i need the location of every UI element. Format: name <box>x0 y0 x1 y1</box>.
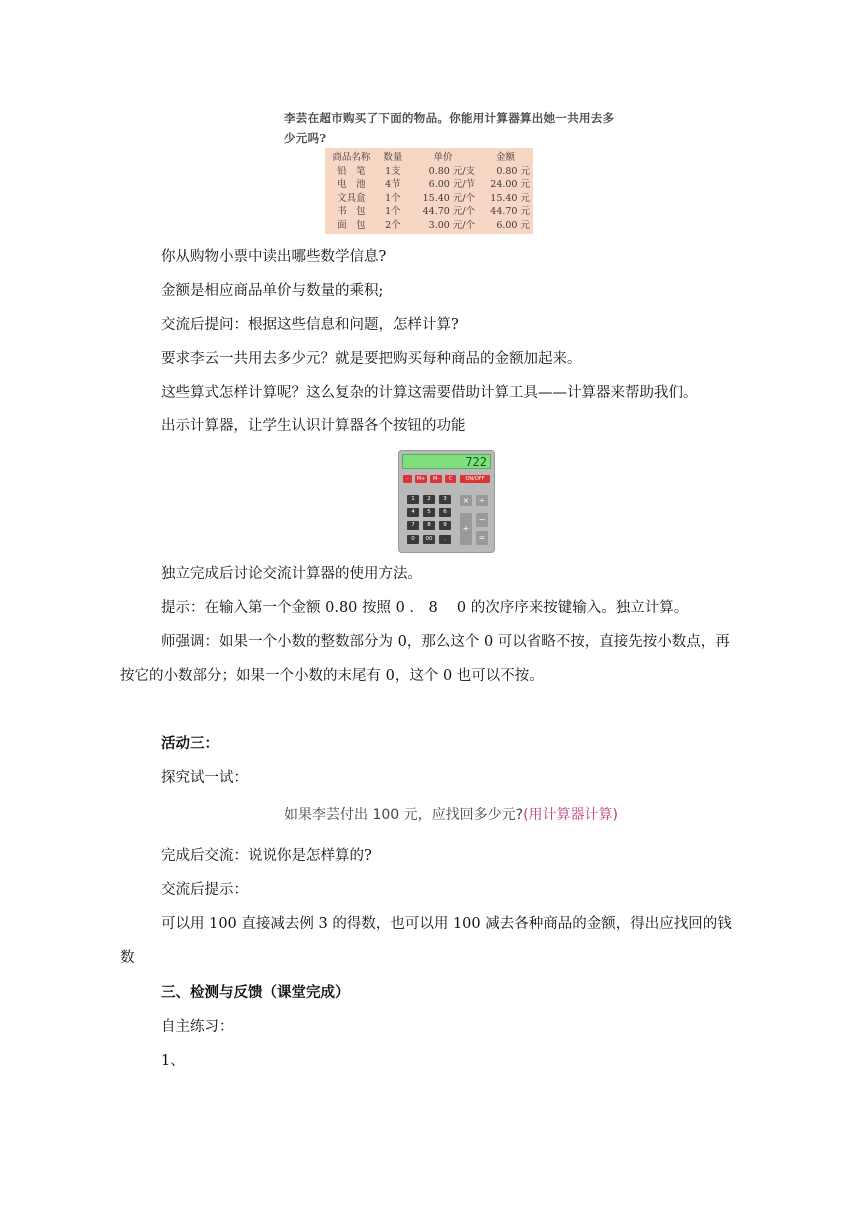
key-dot: . <box>439 535 451 544</box>
shopping-receipt <box>325 148 533 234</box>
item-amount: 6.00 元 <box>496 219 530 231</box>
calculator-display: 722 <box>402 454 491 469</box>
section-heading: 活动三： <box>161 735 219 752</box>
minus-key: - <box>403 475 412 483</box>
item-qty: 4节 <box>385 179 401 190</box>
item-qty: 1个 <box>385 192 401 204</box>
receipt-header: 单价 <box>433 152 453 163</box>
key-0: 0 <box>407 535 419 544</box>
item-qty: 2个 <box>385 219 401 231</box>
key-3: 3 <box>439 495 451 504</box>
key-8: 8 <box>423 521 435 530</box>
item-name: 书 包 <box>337 206 366 217</box>
receipt-header: 金额 <box>496 152 516 163</box>
plus-key: + <box>460 513 472 545</box>
mplus-key: M+ <box>416 476 426 482</box>
problem-banner <box>284 804 618 824</box>
item-name: 面 包 <box>337 219 366 231</box>
paragraph: 交流后提示： <box>161 882 248 898</box>
item-name: 铅 笔 <box>337 165 366 177</box>
paragraph: 交流后提问：根据这些信息和问题，怎样计算? <box>161 317 459 333</box>
paragraph: 探究试一试： <box>161 770 248 786</box>
paragraph: 金额是相应商品单价与数量的乘积; <box>161 283 384 299</box>
item-amount: 0.80 元 <box>496 165 530 177</box>
paragraph: 你从购物小票中读出哪些数学信息? <box>161 249 387 265</box>
table-row <box>325 165 533 179</box>
subtract-key: − <box>476 513 488 527</box>
item-qty: 1支 <box>385 165 401 177</box>
paragraph: 自主练习： <box>161 1019 234 1035</box>
paragraph: 独立完成后讨论交流计算器的使用方法。 <box>161 566 422 582</box>
table-row <box>325 205 533 219</box>
key-7: 7 <box>407 521 419 530</box>
key-5: 5 <box>423 508 435 517</box>
key-6: 6 <box>439 508 451 517</box>
paragraph: 这些算式怎样计算呢？这么复杂的计算这需要借助计算工具——计算器来帮助我们。 <box>161 385 698 401</box>
key-9: 9 <box>439 521 451 530</box>
calculator-image <box>398 450 495 553</box>
item-amount: 24.00 元 <box>490 179 530 190</box>
item-price: 0.80 元/支 <box>428 165 476 177</box>
mminus-key: M- <box>430 475 442 483</box>
table-row <box>325 192 533 206</box>
receipt-header: 数量 <box>383 152 403 163</box>
item-price: 6.00 元/节 <box>428 179 476 190</box>
paragraph: 完成后交流：说说你是怎样算的? <box>161 848 372 864</box>
item-amount: 15.40 元 <box>490 192 530 204</box>
problem-question: 李芸在超市购买了下面的物品。你能用计算器算出她一共用去多少元吗? <box>284 111 615 145</box>
table-row <box>325 219 533 233</box>
paragraph: 出示计算器，让学生认识计算器各个按钮的功能 <box>161 418 466 434</box>
table-row <box>325 178 533 192</box>
section-heading: 三、检测与反馈（课堂完成） <box>161 984 350 1001</box>
receipt-header: 商品名称 <box>332 152 371 163</box>
banner-text: 如果李芸付出 100 元，应找回多少元? <box>284 807 524 823</box>
key-4: 4 <box>407 508 419 517</box>
item-name: 文具盒 <box>337 192 366 204</box>
clear-key: C <box>445 475 456 483</box>
item-qty: 1个 <box>385 206 401 217</box>
item-amount: 44.70 元 <box>490 206 530 217</box>
banner-hint: (用计算器计算) <box>523 807 618 823</box>
paragraph: 可以用 100 直接减去例 3 的得数，也可以用 100 减去各种商品的金额，得出应找回的钱数 <box>120 916 732 966</box>
receipt-header-row <box>325 151 533 165</box>
item-name: 电 池 <box>337 179 366 190</box>
key-00: 00 <box>423 535 435 544</box>
item-price: 15.40 元/个 <box>422 192 476 204</box>
paragraph: 1、 <box>161 1053 185 1069</box>
paragraph: 提示：在输入第一个金额 0.80 按照 0 ． 8 0 的次序序来按键输入。独立计算。 <box>161 600 689 616</box>
key-2: 2 <box>423 495 435 504</box>
onoff-key: ON/OFF <box>460 475 490 483</box>
key-1: 1 <box>407 495 419 504</box>
receipt-table <box>325 151 533 232</box>
item-price: 3.00 元/个 <box>428 219 476 231</box>
divide-key: ÷ <box>476 495 488 506</box>
multiply-key: × <box>460 495 472 506</box>
item-price: 44.70 元/个 <box>422 206 476 217</box>
equals-key: = <box>476 531 488 545</box>
paragraph: 要求李云一共用去多少元？就是要把购买每种商品的金额加起来。 <box>161 351 582 367</box>
paragraph: 师强调：如果一个小数的整数部分为 0，那么这个 0 可以省略不按，直接先按小数点，再按它的小数部分；如果一个小数的末尾有 0，这个 0 也可以不按。 <box>120 634 730 684</box>
